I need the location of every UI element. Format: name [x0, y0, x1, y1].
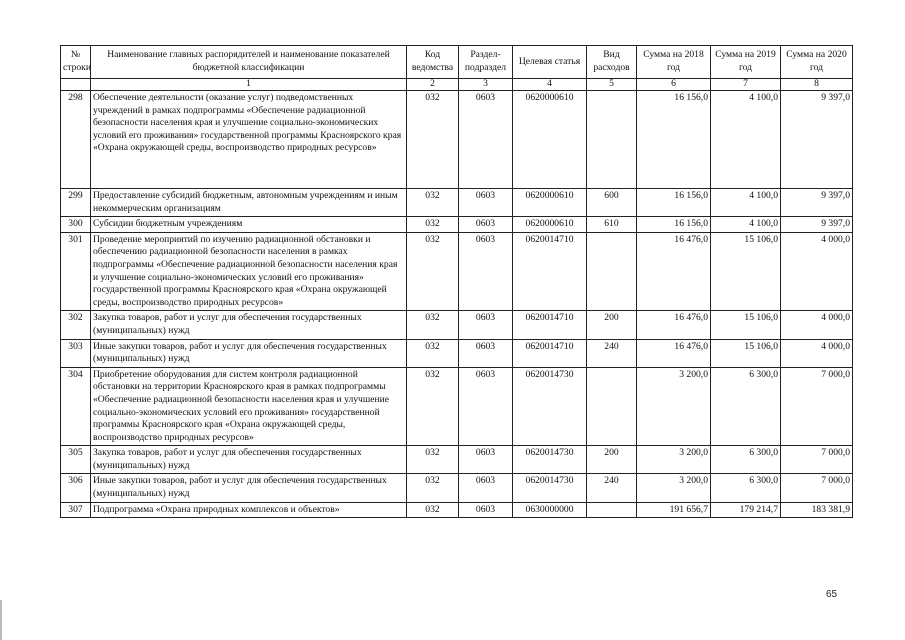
header-expense-type: Вид расходов: [587, 46, 637, 79]
dept-code: 032: [407, 189, 459, 217]
table-row: [61, 189, 853, 217]
row-name: Проведение мероприятий по изучению радиационной обстановки и обеспечению радиационной безопасности населения в рамках подпрограммы «Обеспечение радиационной безопасности населения края и улучшение социально-экономических условий его проживания» государственной программы Красноярского края «Охрана окружающей среды, воспроизводство природных ресурсов»: [91, 232, 407, 311]
row-number: 301: [61, 232, 91, 311]
section-code: 0603: [459, 232, 513, 311]
sum-2020: 4 000,0: [781, 339, 853, 367]
header-sum-2018: Сумма на 2018 год: [637, 46, 711, 79]
expense-type: 200: [587, 446, 637, 474]
sum-2018: 16 476,0: [637, 232, 711, 311]
table-row: [61, 339, 853, 367]
sum-2018: 16 156,0: [637, 91, 711, 189]
target-article: 0620000610: [513, 217, 587, 233]
dept-code: 032: [407, 446, 459, 474]
column-number: 3: [459, 79, 513, 91]
target-article: 0620000610: [513, 189, 587, 217]
row-number: 299: [61, 189, 91, 217]
header-sum-2019: Сумма на 2019 год: [711, 46, 781, 79]
expense-type: 240: [587, 339, 637, 367]
sum-2019: 15 106,0: [711, 339, 781, 367]
target-article: 0630000000: [513, 502, 587, 518]
sum-2018: 3 200,0: [637, 367, 711, 446]
dept-code: 032: [407, 217, 459, 233]
section-code: 0603: [459, 311, 513, 339]
sum-2019: 4 100,0: [711, 189, 781, 217]
target-article: 0620000610: [513, 91, 587, 189]
row-name: Закупка товаров, работ и услуг для обеспечения государственных (муниципальных) нужд: [91, 446, 407, 474]
dept-code: 032: [407, 232, 459, 311]
sum-2019: 6 300,0: [711, 367, 781, 446]
row-name: Приобретение оборудования для систем контроля радиационной обстановки на территории Красноярского края в рамках подпрограммы «Обеспечение радиационной безопасности населения края и улучшение социально-экономических условий его проживания» государственной программы Красноярского края «Охрана окружающей среды, воспроизводство природных ресурсов»: [91, 367, 407, 446]
sum-2020: 9 397,0: [781, 91, 853, 189]
expense-type: 600: [587, 189, 637, 217]
sum-2020: 4 000,0: [781, 232, 853, 311]
target-article: 0620014710: [513, 232, 587, 311]
target-article: 0620014730: [513, 367, 587, 446]
sum-2018: 3 200,0: [637, 446, 711, 474]
row-number: 302: [61, 311, 91, 339]
expense-type: 200: [587, 311, 637, 339]
header-dept-code: Код ведомства: [407, 46, 459, 79]
dept-code: 032: [407, 474, 459, 502]
row-name: Подпрограмма «Охрана природных комплексов и объектов»: [91, 502, 407, 518]
expense-type: [587, 232, 637, 311]
row-name: Иные закупки товаров, работ и услуг для обеспечения государственных (муниципальных) нужд: [91, 474, 407, 502]
header-target-article: Целевая статья: [513, 46, 587, 79]
row-number: 307: [61, 502, 91, 518]
expense-type: [587, 367, 637, 446]
row-name: Обеспечение деятельности (оказание услуг) подведомственных учреждений в рамках подпрограммы «Обеспечение радиационной безопасности населения края и улучшение социально-экономических условий его проживания» государственной программы Красноярского края «Охрана окружающей среды, воспроизводство природных ресурсов»: [91, 91, 407, 189]
sum-2018: 16 156,0: [637, 189, 711, 217]
header-section: Раздел-подраздел: [459, 46, 513, 79]
sum-2020: 4 000,0: [781, 311, 853, 339]
dept-code: 032: [407, 91, 459, 189]
sum-2020: 7 000,0: [781, 446, 853, 474]
table-header-row: [61, 46, 853, 79]
row-number: 304: [61, 367, 91, 446]
sum-2019: 15 106,0: [711, 232, 781, 311]
column-number: 7: [711, 79, 781, 91]
section-code: 0603: [459, 189, 513, 217]
table-row: [61, 446, 853, 474]
sum-2019: 6 300,0: [711, 446, 781, 474]
column-number: 1: [91, 79, 407, 91]
sum-2020: 7 000,0: [781, 474, 853, 502]
expense-type: [587, 502, 637, 518]
section-code: 0603: [459, 502, 513, 518]
sum-2020: 9 397,0: [781, 217, 853, 233]
sum-2018: 3 200,0: [637, 474, 711, 502]
dept-code: 032: [407, 367, 459, 446]
table-row: [61, 367, 853, 446]
column-number: 8: [781, 79, 853, 91]
column-number: [61, 79, 91, 91]
sum-2019: 179 214,7: [711, 502, 781, 518]
table-row: [61, 217, 853, 233]
section-code: 0603: [459, 474, 513, 502]
row-name: Иные закупки товаров, работ и услуг для обеспечения государственных (муниципальных) нужд: [91, 339, 407, 367]
column-number: 4: [513, 79, 587, 91]
column-number: 2: [407, 79, 459, 91]
table-row: [61, 474, 853, 502]
row-number: 298: [61, 91, 91, 189]
expense-type: 240: [587, 474, 637, 502]
sum-2019: 4 100,0: [711, 91, 781, 189]
dept-code: 032: [407, 502, 459, 518]
sum-2018: 16 476,0: [637, 339, 711, 367]
expense-type: [587, 91, 637, 189]
row-number: 300: [61, 217, 91, 233]
row-number: 306: [61, 474, 91, 502]
budget-table: [60, 45, 853, 518]
target-article: 0620014730: [513, 446, 587, 474]
section-code: 0603: [459, 217, 513, 233]
section-code: 0603: [459, 339, 513, 367]
row-name: Предоставление субсидий бюджетным, автономным учреждениям и иным некоммерческим организациям: [91, 189, 407, 217]
sum-2018: 16 476,0: [637, 311, 711, 339]
section-code: 0603: [459, 446, 513, 474]
header-sum-2020: Сумма на 2020 год: [781, 46, 853, 79]
section-code: 0603: [459, 91, 513, 189]
page-number: 65: [826, 589, 838, 600]
row-number: 303: [61, 339, 91, 367]
target-article: 0620014730: [513, 474, 587, 502]
sum-2020: 9 397,0: [781, 189, 853, 217]
sum-2020: 7 000,0: [781, 367, 853, 446]
row-name: Закупка товаров, работ и услуг для обеспечения государственных (муниципальных) нужд: [91, 311, 407, 339]
column-number: 6: [637, 79, 711, 91]
sum-2020: 183 381,9: [781, 502, 853, 518]
header-name: Наименование главных распорядителей и наименование показателей бюджетной классификации: [91, 46, 407, 79]
sum-2019: 4 100,0: [711, 217, 781, 233]
section-code: 0603: [459, 367, 513, 446]
target-article: 0620014710: [513, 339, 587, 367]
target-article: 0620014710: [513, 311, 587, 339]
column-number: 5: [587, 79, 637, 91]
column-number-row: [61, 79, 853, 91]
sum-2018: 16 156,0: [637, 217, 711, 233]
row-number: 305: [61, 446, 91, 474]
scan-edge-mark: [0, 600, 2, 640]
table-row: [61, 311, 853, 339]
table-row: [61, 502, 853, 518]
table-row: [61, 91, 853, 189]
header-row-number: № строки: [61, 46, 91, 79]
sum-2018: 191 656,7: [637, 502, 711, 518]
table-row: [61, 232, 853, 311]
dept-code: 032: [407, 339, 459, 367]
expense-type: 610: [587, 217, 637, 233]
row-name: Субсидии бюджетным учреждениям: [91, 217, 407, 233]
dept-code: 032: [407, 311, 459, 339]
sum-2019: 6 300,0: [711, 474, 781, 502]
sum-2019: 15 106,0: [711, 311, 781, 339]
